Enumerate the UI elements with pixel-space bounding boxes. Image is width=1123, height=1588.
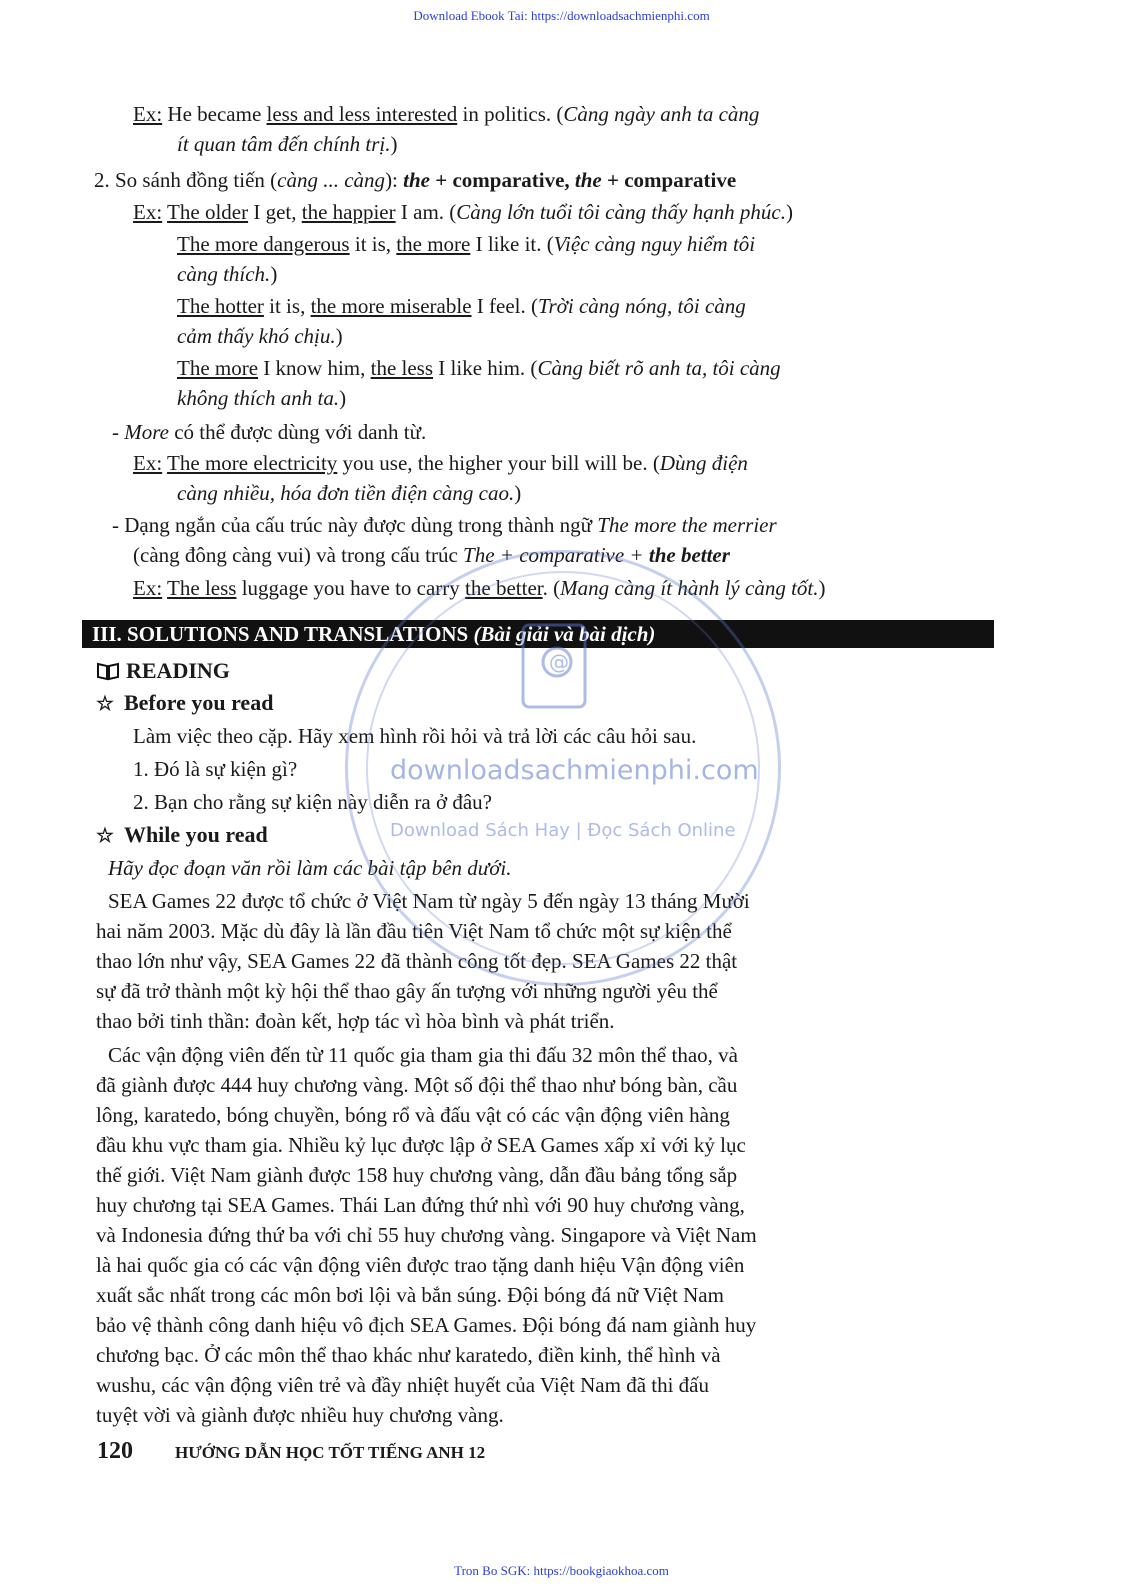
example-more-dangerous	[177, 230, 755, 258]
note-italic: The + comparative +	[463, 543, 649, 567]
paragraph-line: là hai quốc gia có các vận động viên được trao tặng danh hiệu Vận động viên	[96, 1253, 745, 1277]
reading-label: READING	[126, 658, 230, 683]
star-icon: ☆	[96, 825, 114, 847]
ex-translation: không thích anh ta.	[177, 386, 340, 410]
ex-paren: )	[335, 324, 343, 348]
question-2: 2. Bạn cho rằng sự kiện này diễn ra ở đâu?	[133, 790, 492, 814]
paragraph-line: xuất sắc nhất trong các môn bơi lội và bắn súng. Đội bóng đá nữ Việt Nam	[96, 1283, 724, 1307]
note-italic: The more the merrier	[597, 513, 777, 537]
paragraph-line: và Indonesia đứng thứ ba với chỉ 55 huy chương vàng. Singapore và Việt Nam	[96, 1223, 757, 1247]
rule-the: the	[403, 168, 430, 192]
ex-text: it is,	[349, 232, 397, 256]
paragraph-line: tuyệt vời và giành được nhiều huy chương vàng.	[96, 1403, 504, 1427]
note-bold: the better	[648, 543, 730, 567]
section-subtitle: (Bài giải và bài dịch)	[473, 622, 656, 646]
watermark-tagline: Download Sách Hay | Đọc Sách Online	[390, 820, 736, 841]
ex-translation: Trời càng nóng, tôi càng	[537, 294, 746, 318]
ex-text: I feel. (	[471, 294, 538, 318]
open-book-icon	[96, 660, 120, 680]
ex-text: He became	[167, 102, 267, 126]
ex-label: Ex:	[133, 576, 163, 600]
ex-underlined: less and less interested	[266, 102, 458, 126]
before-label: Before you read	[123, 690, 274, 715]
ex-translation: Càng ngày anh ta càng	[563, 102, 760, 126]
ex-underlined: the less	[370, 356, 434, 380]
star-icon: ☆	[96, 693, 114, 715]
ex-underlined: the more miserable	[310, 294, 472, 318]
example-more-less	[177, 354, 781, 382]
ex-underlined: The more	[177, 356, 259, 380]
paragraph-line: wushu, các vận động viên trẻ và đầy nhiệt huyết của Việt Nam đã thi đấu	[96, 1373, 709, 1397]
while-you-read-heading	[96, 821, 268, 850]
example-translation-cont	[177, 384, 346, 412]
svg-text:@: @	[549, 650, 569, 674]
ex-underlined: the happier	[301, 200, 396, 224]
paragraph-line: chương bạc. Ở các môn thể thao khác như karatedo, điền kinh, thể hình và	[96, 1343, 721, 1367]
note-italic: More	[124, 420, 169, 444]
ex-translation: càng nhiều, hóa đơn tiền điện càng cao.	[177, 481, 515, 505]
ex-label: Ex:	[133, 451, 163, 475]
ex-translation: Mang càng ít hành lý càng tốt.	[560, 576, 819, 600]
before-intro: Làm việc theo cặp. Hãy xem hình rồi hỏi và trả lời các câu hỏi sau.	[133, 724, 697, 748]
rule-formula: + comparative,	[429, 168, 575, 192]
paragraph-line: sự đã trở thành một kỳ hội thể thao gây ấn tượng với những người yêu thể	[96, 979, 718, 1003]
paragraph-line: hai năm 2003. Mặc dù đây là lần đầu tiên Việt Nam tổ chức một sự kiện thể	[96, 919, 732, 943]
reading-heading	[96, 657, 230, 685]
ex-text: in politics. (	[457, 102, 564, 126]
ex-translation: cảm thấy khó chịu.	[177, 324, 336, 348]
ex-text: I am. (	[395, 200, 457, 224]
ex-text: luggage you have to carry	[236, 576, 466, 600]
paragraph-line: huy chương tại SEA Games. Thái Lan đứng thứ nhì với 90 huy chương vàng,	[96, 1193, 745, 1217]
note-text: - Dạng ngắn của cấu trúc này được dùng trong thành ngữ	[112, 513, 598, 537]
ex-translation: Dùng điện	[659, 451, 748, 475]
rule-number: 2. So sánh đồng tiến (	[94, 168, 278, 192]
top-download-banner[interactable]: Download Ebook Tai: https://downloadsachmienphi.com	[413, 8, 710, 23]
example-translation-cont	[177, 479, 521, 507]
paragraph-line: Các vận động viên đến từ 11 quốc gia tham gia thi đấu 32 môn thể thao, và	[108, 1043, 738, 1067]
note-text: có thể được dùng với danh từ.	[168, 420, 427, 444]
ex-translation: Càng lớn tuổi tôi càng thấy hạnh phúc.	[456, 200, 786, 224]
rule-the: the	[574, 168, 602, 192]
ex-underlined: the more	[396, 232, 471, 256]
note-short-form	[112, 511, 777, 539]
ex-translation: Càng biết rõ anh ta, tôi càng	[537, 356, 781, 380]
paragraph-line: thế giới. Việt Nam giành được 158 huy chương vàng, dẫn đầu bảng tổng sắp	[96, 1163, 738, 1187]
ex-text: you use, the higher your bill will be. (	[337, 451, 660, 475]
note-more-with-nouns	[112, 418, 426, 446]
ex-paren: )	[270, 262, 278, 286]
ex-paren: )	[785, 200, 793, 224]
ex-text: I like him. (	[433, 356, 538, 380]
paragraph-line: thao bởi tinh thần: đoàn kết, hợp tác vì hòa bình và phát triển.	[96, 1009, 615, 1033]
ex-label: Ex:	[133, 200, 163, 224]
ex-label: Ex:	[133, 102, 163, 126]
example-less-luggage	[133, 574, 826, 602]
before-you-read-heading	[96, 689, 273, 718]
paragraph-line: SEA Games 22 được tổ chức ở Việt Nam từ ngày 5 đến ngày 13 tháng Mười	[108, 889, 750, 913]
rule-text: ):	[385, 168, 404, 192]
ex-underlined: The more electricity	[167, 451, 338, 475]
ex-text: I know him,	[258, 356, 371, 380]
question-1: 1. Đó là sự kiện gì?	[133, 757, 298, 781]
rule-parallel-comparative	[94, 166, 736, 194]
ex-underlined: The older	[167, 200, 249, 224]
paragraph-line: thao lớn như vậy, SEA Games 22 đã thành công tốt đẹp. SEA Games 22 thật	[96, 949, 738, 973]
note-text: (càng đông càng vui) và trong cấu trúc	[133, 543, 464, 567]
example-hotter-miserable	[177, 292, 746, 320]
watermark-site: downloadsachmienphi.com	[390, 755, 759, 786]
paragraph-line: đã giành được 444 huy chương vàng. Một số đội thể thao như bóng bàn, cầu	[96, 1073, 738, 1097]
example-more-electricity	[133, 449, 748, 477]
paragraph-line: bảo vệ thành công danh hiệu vô địch SEA Games. Đội bóng đá nam giành huy	[96, 1313, 757, 1337]
while-label: While you read	[123, 822, 268, 847]
ex-text: . (	[542, 576, 561, 600]
section-title: III. SOLUTIONS AND TRANSLATIONS	[92, 622, 474, 646]
ex-underlined: The more dangerous	[177, 232, 350, 256]
ex-underlined: the better	[465, 576, 543, 600]
example-less-and-less	[133, 100, 759, 128]
book-title: HƯỚNG DẪN HỌC TỐT TIẾNG ANH 12	[175, 1443, 486, 1462]
ex-paren: )	[339, 386, 347, 410]
ex-underlined: The hotter	[177, 294, 264, 318]
ex-paren: )	[818, 576, 826, 600]
ex-text: it is,	[263, 294, 311, 318]
rule-formula: + comparative	[601, 168, 737, 192]
paragraph-line: lông, karatedo, bóng chuyền, bóng rổ và đấu vật có các vận động viên hàng	[96, 1103, 730, 1127]
ex-text: I get,	[248, 200, 302, 224]
ex-translation: ít quan tâm đến chính trị.	[177, 132, 391, 156]
example-older-happier	[133, 198, 793, 226]
bottom-download-banner[interactable]: Tron Bo SGK: https://bookgiaokhoa.com	[454, 1563, 669, 1578]
rule-italic: càng ... càng	[277, 168, 386, 192]
example-translation-cont	[177, 130, 398, 158]
page-number: 120	[97, 1438, 133, 1464]
note-dash: -	[112, 420, 125, 444]
watermark-book-icon	[515, 620, 595, 715]
ex-text: I like it. (	[470, 232, 554, 256]
paragraph-line: đầu khu vực tham gia. Nhiều kỷ lục được lập ở SEA Games xấp xỉ với kỷ lục	[96, 1133, 746, 1157]
ex-translation: càng thích.	[177, 262, 271, 286]
ex-paren: )	[514, 481, 522, 505]
example-translation-cont	[177, 322, 343, 350]
ex-paren: )	[390, 132, 398, 156]
ex-translation: Việc càng nguy hiểm tôi	[553, 232, 756, 256]
example-translation-cont	[177, 260, 277, 288]
note-short-form-cont	[133, 541, 730, 569]
ex-underlined: The less	[167, 576, 237, 600]
while-intro: Hãy đọc đoạn văn rồi làm các bài tập bên dưới.	[108, 856, 512, 880]
